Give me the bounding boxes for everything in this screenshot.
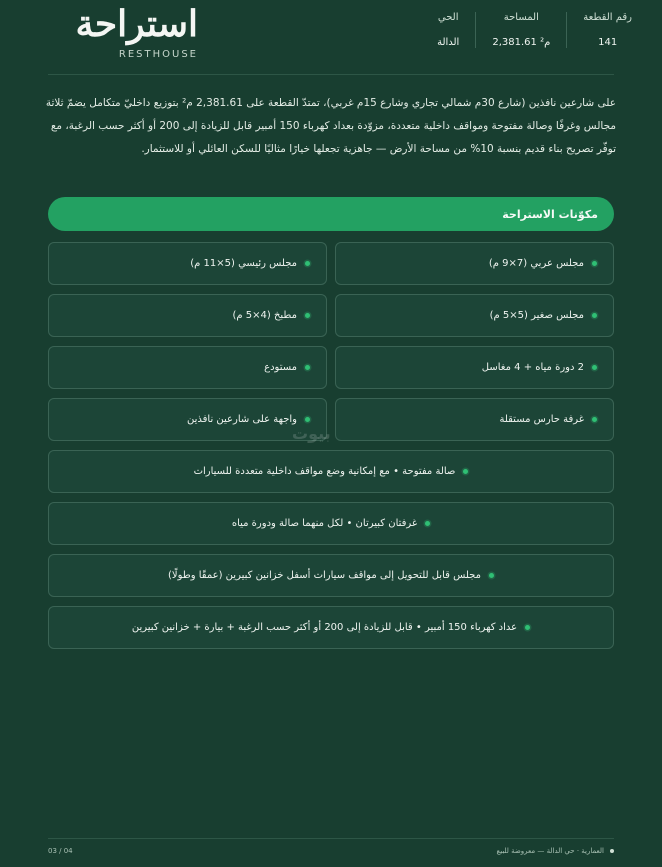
component-label: مجلس صغير (5×5 م) [489,310,584,321]
component-label: مجلس قابل للتحويل إلى مواقف سيارات أسفل خزانين كبيرين (عمقًا وطولًا) [168,570,481,581]
section-title-bar [48,197,614,231]
component-card [335,294,614,337]
bullet-dot-icon [489,573,494,578]
bullet-dot-icon [592,365,597,370]
component-label: عداد كهرباء 150 أمبير • قابل للزيادة إلى 200 أو أكثر حسب الرغبة + بيارة + خزانين كبيرين [131,622,518,633]
stat-label: الحي [437,12,459,23]
component-card [335,398,614,441]
stat-area [475,12,566,48]
stat-value: 141 [598,37,618,48]
component-card [335,346,614,389]
stat-label: رقم القطعة [583,12,632,23]
component-label: مجلس رئيسي (5×11 م) [190,258,297,269]
component-card [48,398,327,441]
components-row [48,606,614,649]
footer-divider [48,838,614,839]
bullet-dot-icon [425,521,430,526]
component-card-wide [48,606,614,649]
footer-caption-text: العمارية · حي الدالة — معروضة للبيع [496,847,604,855]
component-label: غرفة حارس مستقلة [499,414,584,425]
stats-strip [421,12,632,48]
page-number: 03 / 04 [48,847,73,855]
bullet-dot-icon [592,261,597,266]
bullet-dot-icon [305,313,310,318]
component-card [48,294,327,337]
stat-value: الدالة [437,37,460,48]
components-row [48,294,614,337]
components-row [48,346,614,389]
component-label: مستودع [264,362,297,373]
component-card-wide [48,450,614,493]
components-row [48,398,614,441]
components-row [48,450,614,493]
components-grid [48,242,614,658]
component-card [335,242,614,285]
component-label: مجلس عربي (7×9 م) [488,258,584,269]
component-card [48,346,327,389]
component-card-wide [48,502,614,545]
components-row [48,502,614,545]
component-label: مطبخ (4×5 م) [232,310,297,321]
stat-label: المساحة [503,12,539,23]
component-card [48,242,327,285]
bullet-dot-icon [463,469,468,474]
stat-district [421,12,475,48]
header-divider [48,74,614,75]
page-footer [48,847,614,855]
footer-caption [496,847,614,855]
bullet-dot-icon [305,365,310,370]
property-description: على شارعين نافذين (شارع 30م شمالي تجاري وشارع 15م غربي)، تمتدّ القطعة على 2,381.61 م² بتوزيع داخليّ متكامل يضمّ ثلاثة مجالس وغرفًا وصالة مفتوحة ومواقف داخلية متعددة، مزوّدة بعداد كهرباء 150 أمبير قابل للزيادة إلى 200 أو أكثر حسب الرغبة، مع توفّر تصريح بناء قديم بنسبة 10% من مساحة الأرض — جاهزية تجعلها خيارًا مثاليًا للسكن العائلي أو للاستثمار. [45,97,616,155]
component-label: واجهة على شارعين نافذين [186,414,297,425]
stat-plot-number [566,12,632,48]
components-row [48,554,614,597]
brand-title [48,2,198,60]
component-label: 2 دورة مياه + 4 مغاسل [481,362,584,373]
component-label: غرفتان كبيرتان • لكل منهما صالة ودورة مياه [231,518,418,529]
brand-title-en: RESTHOUSE [118,49,198,60]
component-label: صالة مفتوحة • مع إمكانية وضع مواقف داخلية متعددة للسيارات [193,466,456,477]
bullet-dot-icon [592,417,597,422]
bullet-dot-icon [305,261,310,266]
watermark-logo: بيوت [292,424,331,443]
component-card-wide [48,554,614,597]
brand-title-ar: استراحة [75,3,198,45]
stat-value: 2,381.61 م² [492,37,551,48]
bullet-dot-icon [592,313,597,318]
components-row [48,242,614,285]
bullet-dot-icon [305,417,310,422]
footer-dot-icon [610,849,614,853]
bullet-dot-icon [525,625,530,630]
section-title: مكوّنات الاستراحة [502,207,598,221]
